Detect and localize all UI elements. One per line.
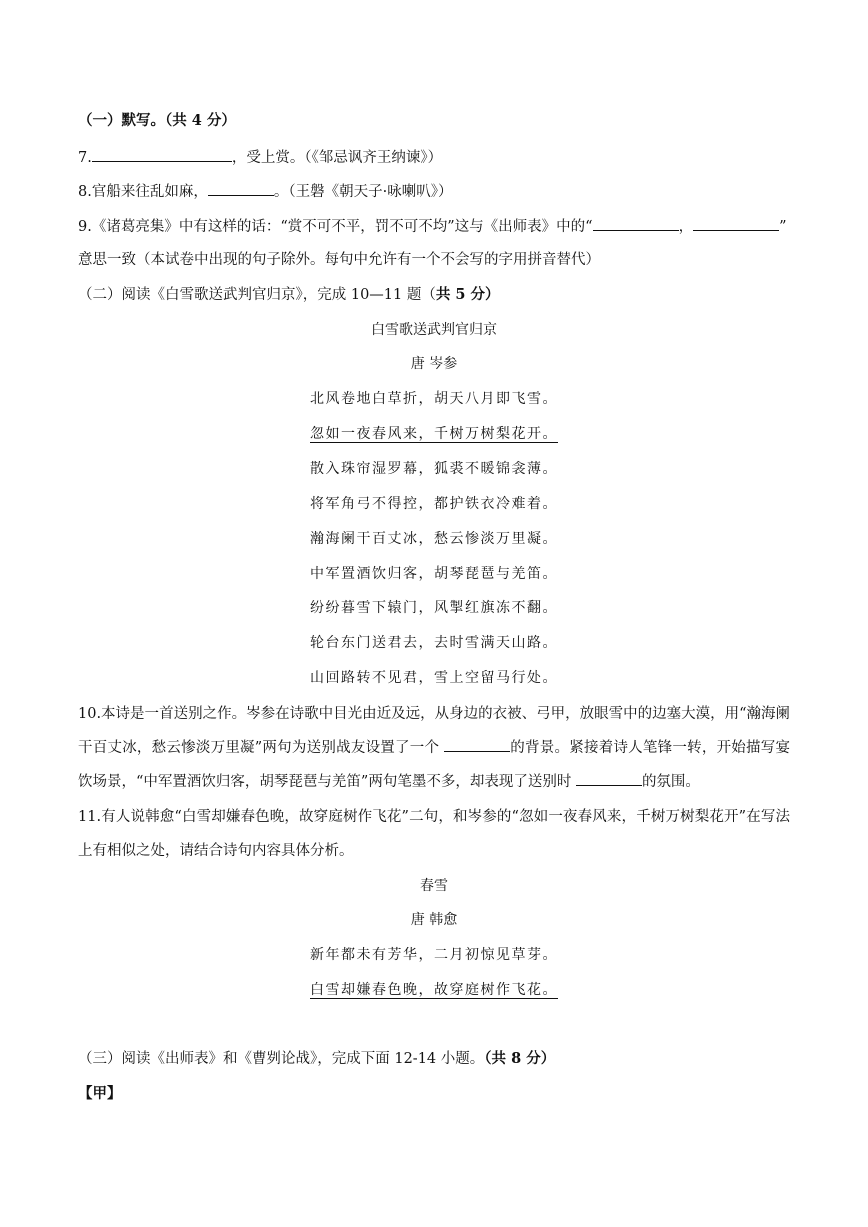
poem-1-line: 山回路转不见君，雪上空留马行处。: [310, 670, 558, 686]
poem-1-line: 散入珠帘湿罗幕，狐裘不暖锦衾薄。: [310, 461, 558, 477]
poem-1-line: 纷纷暮雪下辕门，风掣红旗冻不翻。: [310, 600, 558, 616]
poem-1-line: 将军角弓不得控，都护铁衣冷难着。: [310, 496, 558, 512]
question-8: [78, 181, 452, 202]
poem-1-line: 北风卷地白草折，胡天八月即飞雪。: [310, 391, 558, 407]
section-1-heading: （一）默写。（共 4 分）: [78, 112, 236, 129]
question-9-line-2: 意思一致（本试卷中出现的句子除外。每句中允许有一个不会写的字用拼音替代）: [78, 252, 600, 268]
poem-1-line: 瀚海阑干百丈冰，愁云惨淡万里凝。: [310, 531, 558, 547]
passage-jia-label: 【甲】: [78, 1085, 122, 1102]
section-3-heading: [78, 1049, 555, 1069]
q7-text: ，受上赏。（《邹忌讽齐王纳谏》）: [231, 150, 443, 166]
poem-2-title: 春雪: [420, 878, 448, 894]
poem-1-line: 轮台东门送君去，去时雪满天山路。: [310, 635, 558, 651]
question-10: [78, 697, 790, 799]
section-2-heading: [78, 285, 500, 305]
q8-text-after: 。（王磐《朝天子·咏喇叭》）: [273, 184, 453, 200]
question-9: [78, 216, 787, 237]
q10-blank-2[interactable]: [576, 771, 642, 786]
poem-1-line-wrap: [0, 424, 868, 444]
q7-blank[interactable]: [92, 147, 232, 162]
q10-blank-1[interactable]: [444, 737, 510, 752]
poem-2-line: 新年都未有芳华，二月初惊见草芽。: [310, 947, 558, 963]
q8-blank[interactable]: [208, 181, 274, 196]
section-2-heading-text: （二）阅读《白雪歌送武判官归京》，完成 10—11 题（: [78, 287, 436, 303]
poem-1-author: 唐 岑参: [410, 356, 458, 372]
q10-text-1: 10.本诗是一首送别之作。岑参在诗歌中目光由近及远，从身边的衣被、弓甲，放眼雪中的边塞大漠，用“瀚海阑干百丈冰，愁云惨淡万里凝”两句为送别战友设置了一个: [78, 706, 790, 756]
q9-comma: ，: [678, 219, 694, 235]
question-7: [78, 147, 442, 168]
q9-blank-2[interactable]: [693, 216, 779, 231]
q9-blank-1[interactable]: [593, 216, 679, 231]
section-3-heading-score: （共 8 分）: [484, 1050, 556, 1067]
q9-close-quote: ”: [779, 219, 787, 235]
poem-1-line: 中军置酒饮归客，胡琴琵琶与羌笛。: [310, 566, 558, 582]
question-11: 11.有人说韩愈“白雪却嫌春色晚，故穿庭树作飞花”二句，和岑参的“忽如一夜春风来，千树万树梨花开”在写法上有相似之处，请结合诗句内容具体分析。: [78, 809, 790, 859]
section-2-heading-score: 共 5 分）: [435, 286, 500, 303]
poem-2-line-underlined: 白雪却嫌春色晚，故穿庭树作飞花。: [310, 982, 558, 998]
q8-text-before: 8.官船来往乱如麻，: [78, 184, 208, 200]
q9-text-before: 9.《诸葛亮集》中有这样的话：“赏不可不平，罚不可不均”这与《出师表》中的“: [78, 219, 593, 235]
q10-text-3: 的氛围。: [641, 774, 700, 790]
poem-2-line-wrap: [0, 980, 868, 1000]
section-3-heading-text: （三）阅读《出师表》和《曹刿论战》，完成下面 12-14 小题。: [78, 1051, 485, 1067]
poem-1-title: 白雪歌送武判官归京: [371, 322, 497, 338]
q10-text-2: 的背景。紧接着诗人笔锋一转，开始描写宴饮场景，“中军置酒饮归客，胡琴琵琶与羌笛”两句笔墨不多，却表现了送别时: [78, 740, 790, 790]
poem-1-line-underlined: 忽如一夜春风来，千树万树梨花开。: [310, 426, 558, 442]
poem-2-author: 唐 韩愈: [410, 912, 458, 928]
q7-number: 7.: [78, 150, 92, 166]
